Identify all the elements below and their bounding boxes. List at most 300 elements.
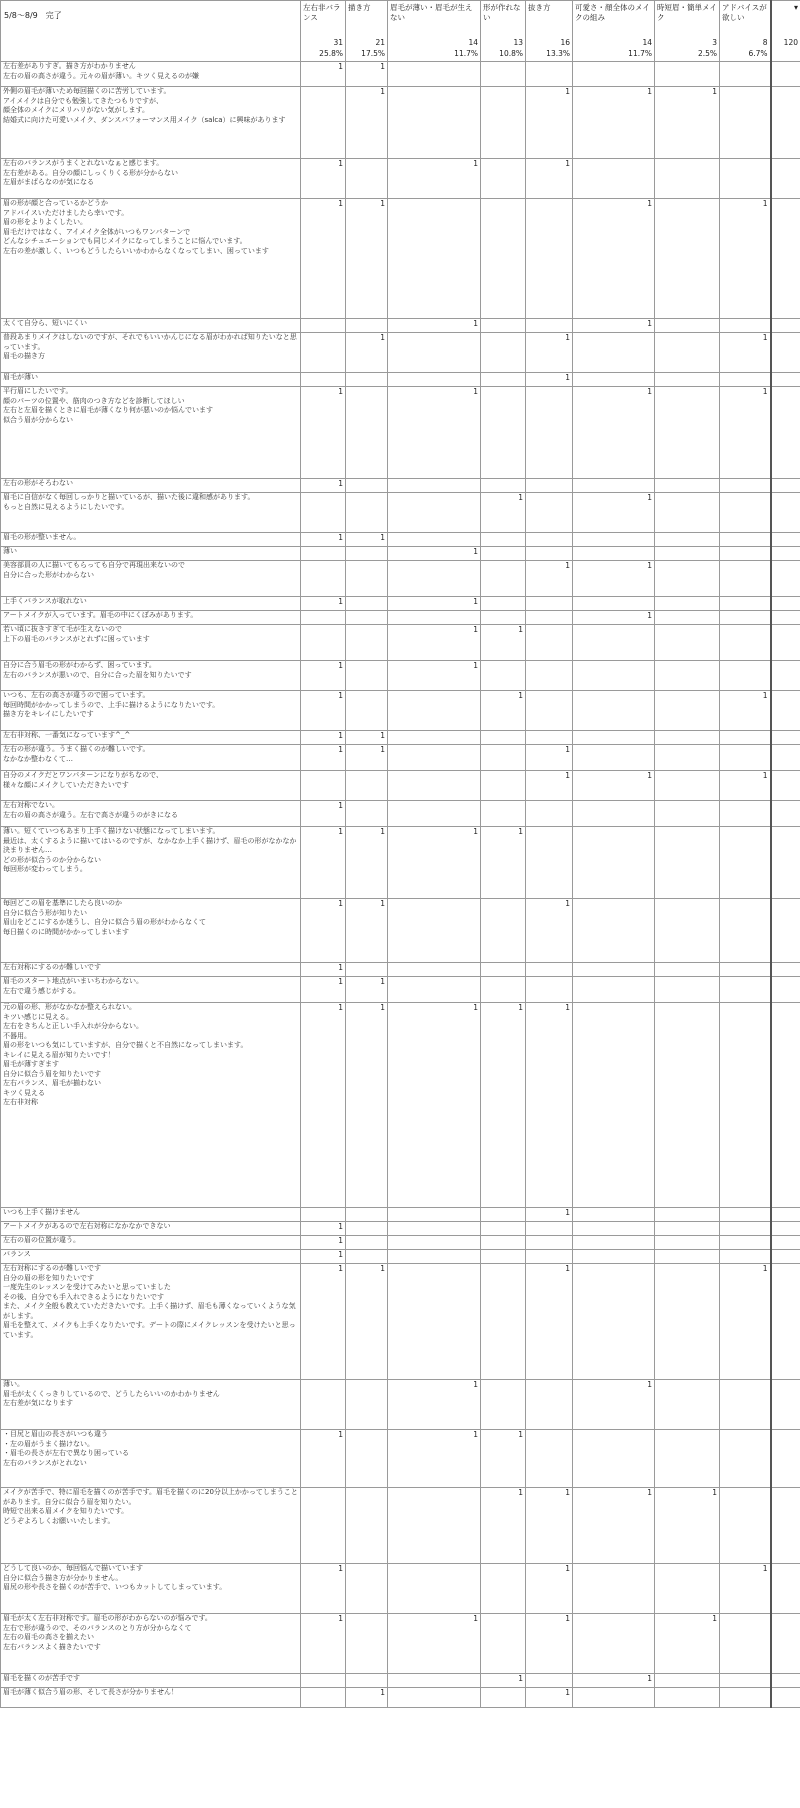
mark-cell[interactable] <box>301 547 346 561</box>
mark-cell[interactable]: 1 <box>481 493 526 533</box>
mark-cell[interactable] <box>346 547 388 561</box>
mark-cell[interactable]: 1 <box>301 1430 346 1488</box>
mark-cell[interactable] <box>655 977 720 1003</box>
total-cell[interactable] <box>771 493 800 533</box>
mark-cell[interactable] <box>655 479 720 493</box>
column-header[interactable] <box>655 1 720 62</box>
mark-cell[interactable] <box>720 1430 771 1488</box>
table-row[interactable] <box>1 597 800 611</box>
mark-cell[interactable] <box>388 1674 481 1688</box>
mark-cell[interactable]: 1 <box>526 333 573 373</box>
mark-cell[interactable] <box>573 333 655 373</box>
mark-cell[interactable]: 1 <box>301 1264 346 1380</box>
mark-cell[interactable]: 1 <box>388 1003 481 1208</box>
mark-cell[interactable]: 1 <box>388 625 481 661</box>
mark-cell[interactable] <box>301 493 346 533</box>
mark-cell[interactable] <box>301 319 346 333</box>
mark-cell[interactable] <box>388 691 481 731</box>
mark-cell[interactable] <box>573 1688 655 1708</box>
mark-cell[interactable]: 1 <box>301 387 346 479</box>
mark-cell[interactable]: 1 <box>526 1614 573 1674</box>
mark-cell[interactable] <box>346 1614 388 1674</box>
mark-cell[interactable]: 1 <box>573 387 655 479</box>
total-cell[interactable] <box>771 661 800 691</box>
mark-cell[interactable] <box>573 1564 655 1614</box>
mark-cell[interactable]: 1 <box>388 387 481 479</box>
mark-cell[interactable] <box>526 801 573 827</box>
mark-cell[interactable] <box>388 801 481 827</box>
table-row[interactable] <box>1 963 800 977</box>
mark-cell[interactable] <box>481 899 526 963</box>
mark-cell[interactable]: 1 <box>481 1003 526 1208</box>
mark-cell[interactable] <box>481 1208 526 1222</box>
mark-cell[interactable] <box>720 62 771 87</box>
mark-cell[interactable]: 1 <box>526 1264 573 1380</box>
mark-cell[interactable]: 1 <box>526 561 573 597</box>
mark-cell[interactable]: 1 <box>720 333 771 373</box>
mark-cell[interactable] <box>655 963 720 977</box>
mark-cell[interactable]: 1 <box>301 533 346 547</box>
mark-cell[interactable] <box>388 1222 481 1236</box>
mark-cell[interactable] <box>346 1236 388 1250</box>
mark-cell[interactable] <box>573 1250 655 1264</box>
total-cell[interactable] <box>771 827 800 899</box>
mark-cell[interactable] <box>655 1674 720 1688</box>
total-cell[interactable] <box>771 62 800 87</box>
mark-cell[interactable]: 1 <box>346 827 388 899</box>
comment-cell[interactable]: いつも上手く描けません <box>1 1208 301 1222</box>
comment-cell[interactable]: 薄い <box>1 547 301 561</box>
table-row[interactable] <box>1 373 800 387</box>
comment-cell[interactable]: 普段あまりメイクはしないのですが、それでもいいかんじになる眉がわかれば知りたいなと思っています。 眉毛の描き方 <box>1 333 301 373</box>
mark-cell[interactable] <box>720 373 771 387</box>
table-row[interactable] <box>1 533 800 547</box>
mark-cell[interactable]: 1 <box>655 87 720 159</box>
mark-cell[interactable] <box>481 1564 526 1614</box>
total-cell[interactable] <box>771 1430 800 1488</box>
comment-cell[interactable]: 自分のメイクだとワンパターンになりがちなので、 様々な顔にメイクしていただきたいです <box>1 771 301 801</box>
comment-cell[interactable]: 左右対称にするのが難しいです 自分の眉の形を知りたいです 一度先生のレッスンを受けてみたいと思っていました その後、自分でも手入れできるようになりたいです また、メイク全般も教えていただきたいです。上手く描けず、眉毛も薄くなっていくような気がします。 眉毛を整えて、メイクも上手くなりたいです。デートの際にメイクレッスンを受けたいと思っています。 <box>1 1264 301 1380</box>
mark-cell[interactable]: 1 <box>720 771 771 801</box>
mark-cell[interactable]: 1 <box>526 1208 573 1222</box>
mark-cell[interactable] <box>573 691 655 731</box>
mark-cell[interactable]: 1 <box>526 1688 573 1708</box>
mark-cell[interactable] <box>655 625 720 661</box>
mark-cell[interactable]: 1 <box>573 1380 655 1430</box>
mark-cell[interactable]: 1 <box>720 691 771 731</box>
mark-cell[interactable] <box>655 1688 720 1708</box>
mark-cell[interactable]: 1 <box>481 691 526 731</box>
mark-cell[interactable] <box>573 1208 655 1222</box>
total-cell[interactable] <box>771 1380 800 1430</box>
total-cell[interactable] <box>771 1688 800 1708</box>
mark-cell[interactable] <box>346 611 388 625</box>
mark-cell[interactable]: 1 <box>526 899 573 963</box>
mark-cell[interactable] <box>655 387 720 479</box>
mark-cell[interactable] <box>655 1380 720 1430</box>
mark-cell[interactable] <box>481 199 526 319</box>
total-cell[interactable] <box>771 1003 800 1208</box>
total-cell[interactable] <box>771 479 800 493</box>
mark-cell[interactable]: 1 <box>301 661 346 691</box>
comment-cell[interactable]: 左右の形がそろわない <box>1 479 301 493</box>
mark-cell[interactable] <box>526 1236 573 1250</box>
mark-cell[interactable] <box>655 199 720 319</box>
mark-cell[interactable] <box>388 87 481 159</box>
table-row[interactable] <box>1 691 800 731</box>
mark-cell[interactable] <box>388 731 481 745</box>
mark-cell[interactable] <box>481 963 526 977</box>
comment-cell[interactable]: 左右の形が違う。うまく描くのが難しいです。 なかなか整わなくて… <box>1 745 301 771</box>
mark-cell[interactable] <box>720 547 771 561</box>
mark-cell[interactable] <box>346 691 388 731</box>
mark-cell[interactable] <box>526 199 573 319</box>
mark-cell[interactable]: 1 <box>573 1674 655 1688</box>
total-cell[interactable] <box>771 963 800 977</box>
mark-cell[interactable] <box>526 731 573 745</box>
mark-cell[interactable] <box>655 159 720 199</box>
mark-cell[interactable] <box>720 963 771 977</box>
mark-cell[interactable] <box>720 1674 771 1688</box>
mark-cell[interactable]: 1 <box>720 199 771 319</box>
total-header[interactable] <box>771 1 800 62</box>
table-row[interactable] <box>1 625 800 661</box>
mark-cell[interactable] <box>720 87 771 159</box>
mark-cell[interactable] <box>526 533 573 547</box>
mark-cell[interactable]: 1 <box>573 1488 655 1564</box>
comment-cell[interactable]: 眉毛が太く左右非対称です。眉毛の形がわからないのが悩みです。 左右で形が違うので、そのバランスのとり方が分からなくて 左右の眉毛の高さを揃えたい 左右バランスよく描きたいです <box>1 1614 301 1674</box>
mark-cell[interactable]: 1 <box>720 1264 771 1380</box>
mark-cell[interactable] <box>388 745 481 771</box>
mark-cell[interactable]: 1 <box>388 1430 481 1488</box>
total-cell[interactable] <box>771 745 800 771</box>
mark-cell[interactable]: 1 <box>301 1614 346 1674</box>
mark-cell[interactable] <box>720 159 771 199</box>
mark-cell[interactable]: 1 <box>526 159 573 199</box>
comment-cell[interactable]: 左右の眉の位置が違う。 <box>1 1236 301 1250</box>
comment-cell[interactable]: 薄い。短くていつもあまり上手く描けない状態になってしまいます。 最近は、太くするように描いてはいるのですが、なかなか上手く描けず、眉毛の形がなかなか決まりません… どの形が似合うのか分からない 毎回形が変わってしまう。 <box>1 827 301 899</box>
mark-cell[interactable] <box>481 333 526 373</box>
mark-cell[interactable] <box>301 625 346 661</box>
column-header[interactable] <box>481 1 526 62</box>
mark-cell[interactable] <box>573 597 655 611</box>
mark-cell[interactable] <box>573 625 655 661</box>
mark-cell[interactable] <box>720 1614 771 1674</box>
mark-cell[interactable] <box>655 319 720 333</box>
mark-cell[interactable]: 1 <box>346 199 388 319</box>
mark-cell[interactable] <box>720 1236 771 1250</box>
mark-cell[interactable]: 1 <box>301 977 346 1003</box>
table-row[interactable] <box>1 62 800 87</box>
mark-cell[interactable] <box>526 479 573 493</box>
mark-cell[interactable] <box>346 1380 388 1430</box>
mark-cell[interactable] <box>301 87 346 159</box>
mark-cell[interactable] <box>655 771 720 801</box>
total-cell[interactable] <box>771 373 800 387</box>
mark-cell[interactable] <box>301 1488 346 1564</box>
mark-cell[interactable]: 1 <box>526 373 573 387</box>
mark-cell[interactable]: 1 <box>388 661 481 691</box>
mark-cell[interactable] <box>526 493 573 533</box>
mark-cell[interactable]: 1 <box>481 827 526 899</box>
table-row[interactable] <box>1 1264 800 1380</box>
mark-cell[interactable]: 1 <box>481 1674 526 1688</box>
mark-cell[interactable] <box>346 479 388 493</box>
mark-cell[interactable] <box>720 899 771 963</box>
mark-cell[interactable]: 1 <box>346 1264 388 1380</box>
mark-cell[interactable]: 1 <box>573 771 655 801</box>
mark-cell[interactable] <box>655 801 720 827</box>
comment-cell[interactable]: 自分に合う眉毛の形がわからず、困っています。 左右のバランスが悪いので、自分に合った眉を知りたいです <box>1 661 301 691</box>
mark-cell[interactable] <box>481 561 526 597</box>
mark-cell[interactable] <box>346 801 388 827</box>
mark-cell[interactable]: 1 <box>346 899 388 963</box>
mark-cell[interactable] <box>526 611 573 625</box>
total-cell[interactable] <box>771 625 800 661</box>
mark-cell[interactable]: 1 <box>388 319 481 333</box>
mark-cell[interactable] <box>655 731 720 745</box>
mark-cell[interactable] <box>526 1430 573 1488</box>
table-row[interactable] <box>1 199 800 319</box>
total-cell[interactable] <box>771 899 800 963</box>
mark-cell[interactable] <box>655 745 720 771</box>
mark-cell[interactable] <box>388 333 481 373</box>
mark-cell[interactable] <box>526 319 573 333</box>
mark-cell[interactable] <box>301 771 346 801</box>
table-row[interactable] <box>1 827 800 899</box>
mark-cell[interactable] <box>720 597 771 611</box>
mark-cell[interactable] <box>346 661 388 691</box>
mark-cell[interactable] <box>573 963 655 977</box>
comment-cell[interactable]: 元の眉の形、形がなかなか整えられない。 キツい感じに見える。 左右をきちんと正しい手入れが分からない。 不器用。 眉の形をいつも気にしていますが、自分で描くと不自然になってしまいます。 キレイに見える眉が知りたいです！ 眉毛が薄すぎます 自分に似合う眉を知りたいです 左右バランス、眉毛が揃わない キツく見える 左右非対称 <box>1 1003 301 1208</box>
comment-cell[interactable]: 左右対称にするのが難しいです <box>1 963 301 977</box>
mark-cell[interactable] <box>655 1208 720 1222</box>
mark-cell[interactable] <box>573 547 655 561</box>
mark-cell[interactable] <box>388 1250 481 1264</box>
mark-cell[interactable]: 1 <box>346 1003 388 1208</box>
mark-cell[interactable] <box>301 1380 346 1430</box>
mark-cell[interactable] <box>481 387 526 479</box>
mark-cell[interactable]: 1 <box>655 1614 720 1674</box>
comment-cell[interactable]: アートメイクがあるので左右対称になかなかできない <box>1 1222 301 1236</box>
mark-cell[interactable] <box>655 1264 720 1380</box>
mark-cell[interactable] <box>573 1003 655 1208</box>
mark-cell[interactable] <box>388 1488 481 1564</box>
mark-cell[interactable] <box>573 1430 655 1488</box>
mark-cell[interactable]: 1 <box>346 333 388 373</box>
mark-cell[interactable] <box>573 827 655 899</box>
period-header[interactable] <box>1 1 301 62</box>
mark-cell[interactable] <box>655 899 720 963</box>
comment-cell[interactable]: 左右非対称、一番気になっています^_^ <box>1 731 301 745</box>
mark-cell[interactable] <box>526 1380 573 1430</box>
mark-cell[interactable] <box>346 963 388 977</box>
mark-cell[interactable] <box>655 1250 720 1264</box>
mark-cell[interactable]: 1 <box>301 963 346 977</box>
table-row[interactable] <box>1 1380 800 1430</box>
mark-cell[interactable]: 1 <box>301 691 346 731</box>
mark-cell[interactable] <box>388 611 481 625</box>
mark-cell[interactable] <box>481 1222 526 1236</box>
table-row[interactable] <box>1 1430 800 1488</box>
mark-cell[interactable] <box>388 1208 481 1222</box>
total-cell[interactable] <box>771 159 800 199</box>
mark-cell[interactable] <box>388 899 481 963</box>
total-cell[interactable] <box>771 547 800 561</box>
mark-cell[interactable] <box>720 493 771 533</box>
mark-cell[interactable] <box>720 319 771 333</box>
mark-cell[interactable] <box>526 1674 573 1688</box>
total-cell[interactable] <box>771 801 800 827</box>
total-cell[interactable] <box>771 1264 800 1380</box>
mark-cell[interactable]: 1 <box>301 827 346 899</box>
mark-cell[interactable] <box>481 731 526 745</box>
comment-cell[interactable]: 毎回どこの眉を基準にしたら良いのか 自分に似合う形が知りたい 眉山をどこにするか迷うし、自分に似合う眉の形がわからなくて 毎日描くのに時間がかかってしまいます <box>1 899 301 963</box>
mark-cell[interactable]: 1 <box>388 1614 481 1674</box>
mark-cell[interactable] <box>301 1674 346 1688</box>
table-row[interactable] <box>1 547 800 561</box>
mark-cell[interactable] <box>481 977 526 1003</box>
column-header[interactable] <box>526 1 573 62</box>
mark-cell[interactable] <box>388 533 481 547</box>
mark-cell[interactable] <box>481 1380 526 1430</box>
mark-cell[interactable] <box>573 479 655 493</box>
comment-cell[interactable]: 左右差がありすぎ。描き方がわかりません 左右の眉の高さが違う。元々の眉が薄い。キツく見えるのが嫌 <box>1 62 301 87</box>
table-row[interactable] <box>1 87 800 159</box>
mark-cell[interactable] <box>526 625 573 661</box>
mark-cell[interactable] <box>655 1564 720 1614</box>
mark-cell[interactable] <box>346 771 388 801</box>
mark-cell[interactable]: 1 <box>346 731 388 745</box>
table-row[interactable] <box>1 159 800 199</box>
mark-cell[interactable]: 1 <box>573 87 655 159</box>
mark-cell[interactable] <box>481 159 526 199</box>
mark-cell[interactable] <box>346 159 388 199</box>
comment-cell[interactable]: どうして良いのか、毎回悩んで描いています 自分に似合う描き方が分かりません。 眉尻の形や長さを描くのが苦手で、いつもカットしてしまっています。 <box>1 1564 301 1614</box>
mark-cell[interactable] <box>655 561 720 597</box>
mark-cell[interactable] <box>720 611 771 625</box>
mark-cell[interactable] <box>388 1264 481 1380</box>
mark-cell[interactable] <box>720 625 771 661</box>
mark-cell[interactable] <box>720 745 771 771</box>
mark-cell[interactable] <box>526 977 573 1003</box>
mark-cell[interactable] <box>720 731 771 745</box>
mark-cell[interactable] <box>720 1003 771 1208</box>
comment-cell[interactable]: 眉毛を描くのが苦手です <box>1 1674 301 1688</box>
comment-cell[interactable]: 眉毛の形が整いません。 <box>1 533 301 547</box>
comment-cell[interactable]: 平行眉にしたいです。 顔のパーツの位置や、筋肉のつき方などを診断してほしい 左右と左眉を描くときに眉毛が薄くなり何が悪いのか悩んでいます 似合う眉が分からない <box>1 387 301 479</box>
mark-cell[interactable]: 1 <box>573 199 655 319</box>
mark-cell[interactable] <box>655 1003 720 1208</box>
mark-cell[interactable] <box>388 62 481 87</box>
total-cell[interactable] <box>771 1236 800 1250</box>
mark-cell[interactable]: 1 <box>526 745 573 771</box>
total-cell[interactable] <box>771 611 800 625</box>
mark-cell[interactable] <box>388 373 481 387</box>
mark-cell[interactable]: 1 <box>388 1380 481 1430</box>
mark-cell[interactable] <box>388 1236 481 1250</box>
mark-cell[interactable]: 1 <box>573 319 655 333</box>
mark-cell[interactable] <box>481 373 526 387</box>
mark-cell[interactable] <box>655 533 720 547</box>
mark-cell[interactable] <box>720 561 771 597</box>
mark-cell[interactable] <box>720 827 771 899</box>
mark-cell[interactable]: 1 <box>388 827 481 899</box>
total-cell[interactable] <box>771 87 800 159</box>
mark-cell[interactable] <box>655 547 720 561</box>
column-header[interactable] <box>301 1 346 62</box>
mark-cell[interactable]: 1 <box>573 561 655 597</box>
mark-cell[interactable] <box>720 661 771 691</box>
mark-cell[interactable] <box>655 1236 720 1250</box>
mark-cell[interactable]: 1 <box>388 597 481 611</box>
table-row[interactable] <box>1 661 800 691</box>
comment-cell[interactable]: 外側の眉毛が薄いため毎回描くのに苦労しています。 アイメイクは自分でも勉強してきたつもりですが、 顔全体のメイクにメリハリがない気がします。 結婚式に向けた可愛いメイク、ダンスパフォーマンス用メイク（salca）に興味があります <box>1 87 301 159</box>
total-cell[interactable] <box>771 691 800 731</box>
mark-cell[interactable] <box>346 387 388 479</box>
mark-cell[interactable] <box>573 533 655 547</box>
comment-cell[interactable]: 眉毛が薄い <box>1 373 301 387</box>
total-cell[interactable] <box>771 1488 800 1564</box>
mark-cell[interactable] <box>573 373 655 387</box>
mark-cell[interactable]: 1 <box>301 479 346 493</box>
table-row[interactable] <box>1 493 800 533</box>
mark-cell[interactable] <box>720 479 771 493</box>
mark-cell[interactable] <box>526 547 573 561</box>
mark-cell[interactable] <box>346 1208 388 1222</box>
mark-cell[interactable] <box>388 479 481 493</box>
mark-cell[interactable] <box>573 977 655 1003</box>
mark-cell[interactable] <box>346 1564 388 1614</box>
mark-cell[interactable] <box>301 373 346 387</box>
table-row[interactable] <box>1 731 800 745</box>
comment-cell[interactable]: 左右のバランスがうまくとれないなぁと感じます。 左右差がある。自分の顔にしっくりくる形が分からない 左眉がまばらなのが気になる <box>1 159 301 199</box>
mark-cell[interactable]: 1 <box>481 1488 526 1564</box>
column-header[interactable] <box>720 1 771 62</box>
mark-cell[interactable] <box>388 963 481 977</box>
mark-cell[interactable]: 1 <box>655 1488 720 1564</box>
mark-cell[interactable]: 1 <box>301 801 346 827</box>
mark-cell[interactable] <box>481 547 526 561</box>
mark-cell[interactable] <box>526 1250 573 1264</box>
mark-cell[interactable] <box>301 561 346 597</box>
table-row[interactable] <box>1 387 800 479</box>
mark-cell[interactable] <box>346 493 388 533</box>
mark-cell[interactable] <box>346 1250 388 1264</box>
mark-cell[interactable]: 1 <box>388 159 481 199</box>
comment-cell[interactable]: バランス <box>1 1250 301 1264</box>
total-cell[interactable] <box>771 1208 800 1222</box>
table-row[interactable] <box>1 1674 800 1688</box>
mark-cell[interactable]: 1 <box>301 597 346 611</box>
total-cell[interactable] <box>771 1250 800 1264</box>
mark-cell[interactable] <box>526 661 573 691</box>
table-row[interactable] <box>1 745 800 771</box>
mark-cell[interactable] <box>720 1208 771 1222</box>
mark-cell[interactable]: 1 <box>301 62 346 87</box>
total-cell[interactable] <box>771 731 800 745</box>
mark-cell[interactable] <box>655 827 720 899</box>
table-row[interactable] <box>1 977 800 1003</box>
mark-cell[interactable] <box>388 771 481 801</box>
total-cell[interactable] <box>771 1564 800 1614</box>
mark-cell[interactable] <box>573 745 655 771</box>
mark-cell[interactable]: 1 <box>346 87 388 159</box>
mark-cell[interactable] <box>301 1208 346 1222</box>
table-row[interactable] <box>1 899 800 963</box>
mark-cell[interactable]: 1 <box>346 745 388 771</box>
mark-cell[interactable]: 1 <box>573 493 655 533</box>
